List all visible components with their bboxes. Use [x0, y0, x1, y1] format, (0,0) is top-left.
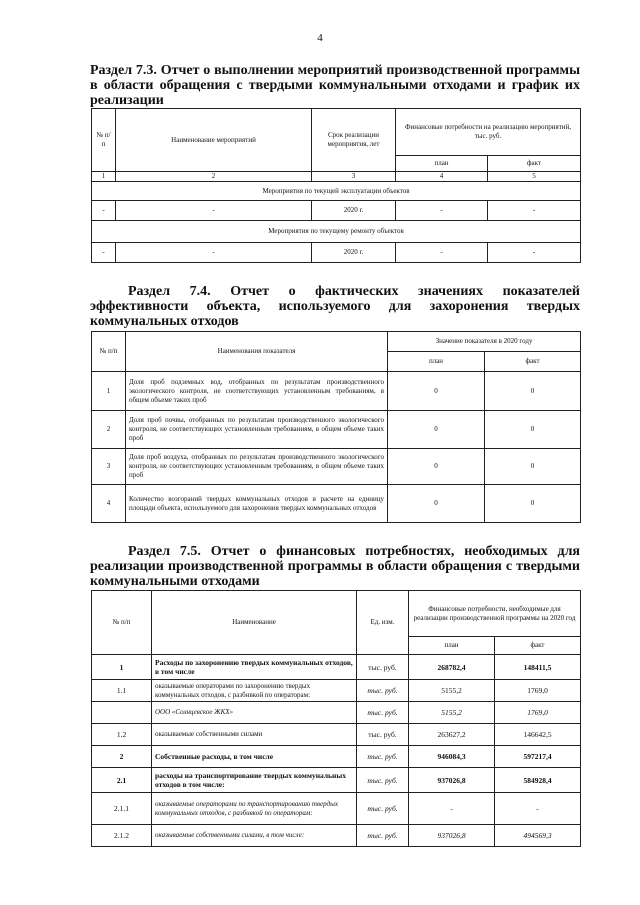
table-row: 2.1.1 оказываемые операторами по транспортированию твердых коммунальных отходов, с разбивкой по операторам: тыс. руб. - - [92, 793, 581, 825]
group-row-operation: Мероприятия по текущей эксплуатации объектов [92, 182, 581, 201]
table-row: 1.2 оказываемые собственными силами тыс. руб. 263627,2 146642,5 [92, 724, 581, 746]
table-row: 4 Количество возгораний твердых коммунальных отходов в расчете на единицу площади объекта, используемого для захоронения твердых коммунальных отходов 0 0 [92, 485, 581, 523]
table-row: 1 Доля проб подземных вод, отобранных по результатам производственного экологического контроля, не соответствующих установленным требованиям, в общем объеме таких проб 0 0 [92, 372, 581, 411]
section-7-3-title: Раздел 7.3. Отчет о выполнении мероприятий производственной программы в области обращения с твердыми коммунальными отходами и график их реализации [90, 63, 580, 108]
col-fin-header: Финансовые потребности, необходимые для реализации производственной программы на 2020 год [409, 591, 581, 637]
section-7-5-title: Раздел 7.5. Отчет о финансовых потребностях, необходимых для реализации производственной программы в области обращения с твердыми коммунальными отходами [90, 544, 580, 589]
section-7-5-table [91, 590, 581, 847]
col-name-header: Наименование [152, 591, 357, 655]
col-fact-header: факт [485, 352, 581, 372]
section-7-3-table [91, 108, 581, 263]
table-row: 3 Доля проб воздуха, отобранных по результатам производственного экологического контроля, не соответствующих установленным требованиям, в общем объеме таких проб 0 0 [92, 449, 581, 485]
table-row: 2.1 расходы на транспортирование твердых коммунальных отходов в том числе: тыс. руб. 937026,8 584928,4 [92, 768, 581, 793]
table-row: 1 Расходы по захоронению твердых коммунальных отходов, в том числе тыс. руб. 268782,4 148411,5 [92, 655, 581, 680]
col-fin-header: Финансовые потребности на реализацию мероприятий, тыс. руб. [396, 109, 581, 156]
col-num-header: № п/п [92, 591, 152, 655]
column-numbers-row: 1 2 3 4 5 [92, 172, 581, 182]
col-fact-header: факт [495, 637, 581, 655]
table-row: 1.1 оказываемые операторами по захоронению твердых коммунальных отходов, с разбивкой по операторам: тыс. руб. 5155,2 1769,0 [92, 680, 581, 702]
table-row: 2 Доля проб почвы, отобранных по результатам производственного экологического контроля, не соответствующих установленным требованиям, в общем объеме таких проб 0 0 [92, 411, 581, 449]
col-name-header: Наименование мероприятий [116, 109, 312, 172]
section-7-4-title: Раздел 7.4. Отчет о фактических значениях показателей эффективности объекта, используемого для захоронения твердых коммунальных отходов [90, 284, 580, 329]
table-row: 2 Собственные расходы, в том числе тыс. руб. 946084,3 597217,4 [92, 746, 581, 768]
col-value-header: Значение показателя в 2020 году [388, 332, 581, 352]
col-term-header: Срок реализации мероприятия, лет [312, 109, 396, 172]
col-unit-header: Ед. изм. [357, 591, 409, 655]
col-name-header: Наименования показателя [126, 332, 388, 372]
table-row: ООО «Солнцевское ЖКХ» тыс. руб. 5155,2 1769,0 [92, 702, 581, 724]
table-row: - - 2020 г. - - [92, 201, 581, 221]
col-plan-header: план [388, 352, 485, 372]
group-row-repair: Мероприятия по текущему ремонту объектов [92, 221, 581, 243]
col-num-header: № п/ п [92, 109, 116, 172]
col-num-header: № п/п [92, 332, 126, 372]
col-plan-header: план [396, 156, 488, 172]
col-plan-header: план [409, 637, 495, 655]
section-7-4-table [91, 331, 581, 523]
col-fact-header: факт [488, 156, 581, 172]
page-number: 4 [317, 32, 323, 44]
table-row: 2.1.2 оказываемые собственными силами, в том числе: тыс. руб. 937026,8 494569,3 [92, 825, 581, 847]
table-row: - - 2020 г. - - [92, 243, 581, 263]
